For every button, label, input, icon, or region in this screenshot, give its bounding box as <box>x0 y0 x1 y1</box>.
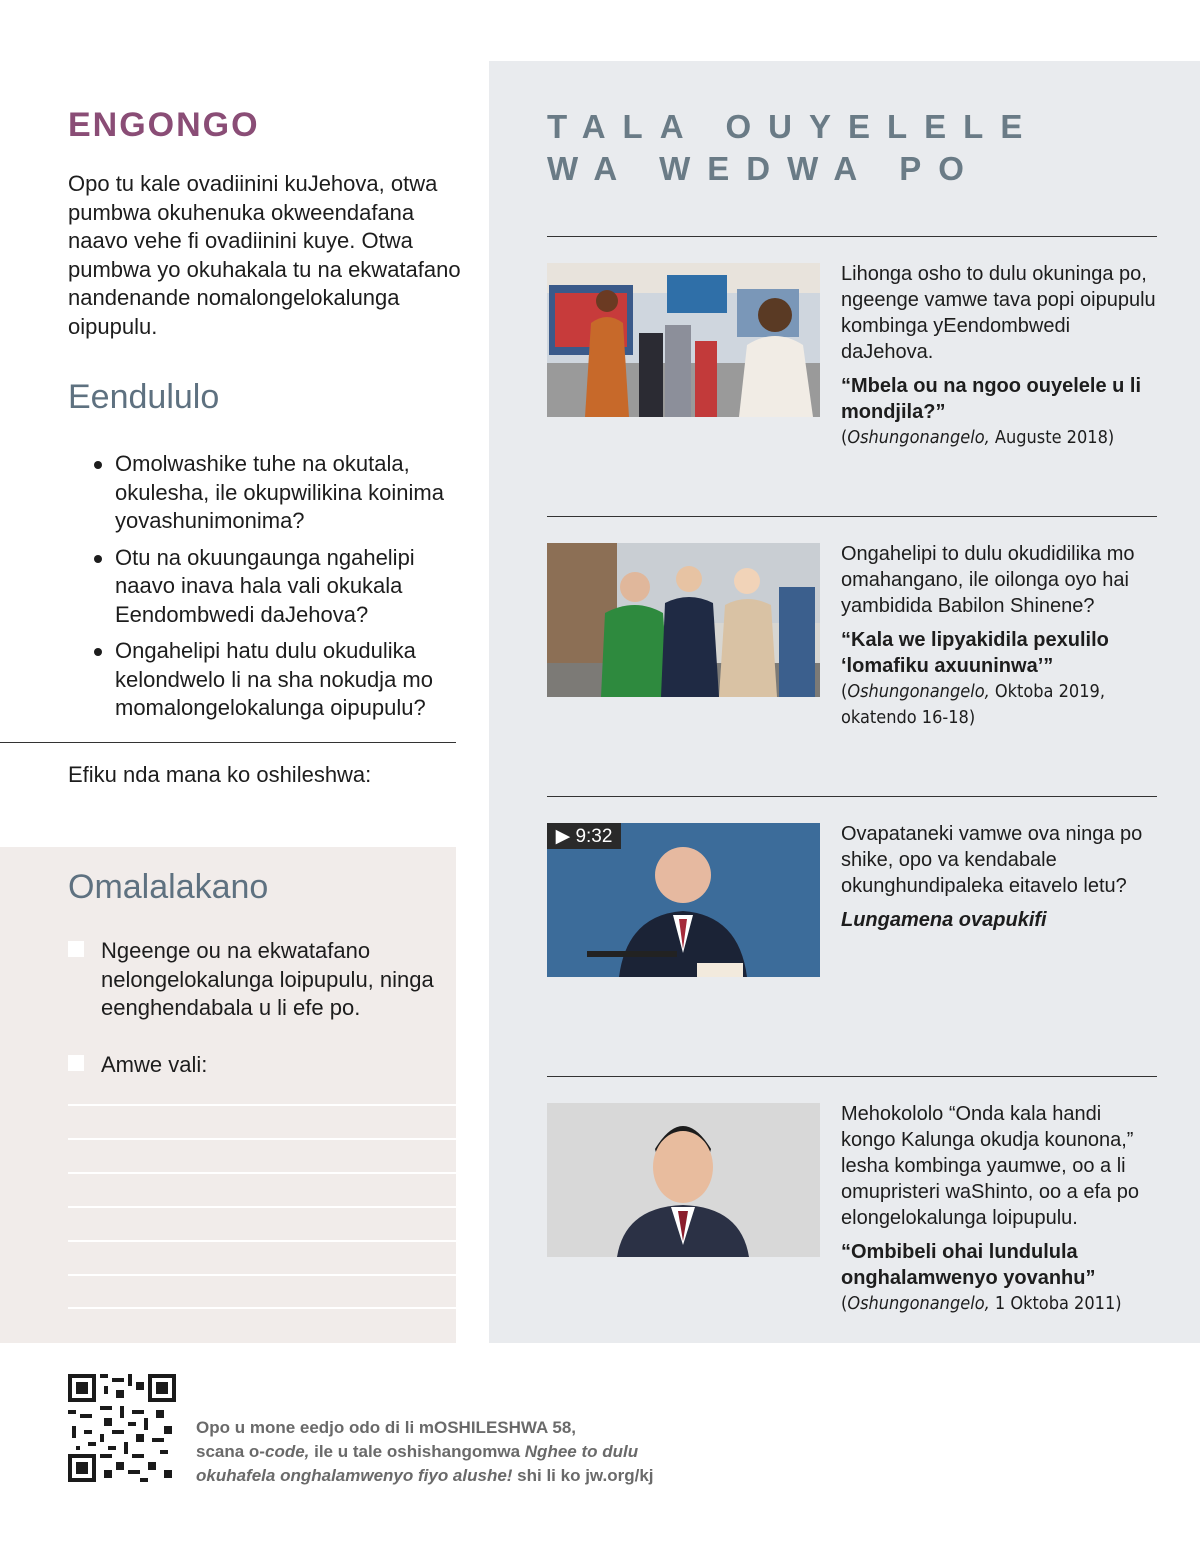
article-image-portrait[interactable] <box>547 1103 820 1257</box>
source-date: Auguste 2018) <box>989 427 1115 448</box>
question-list <box>92 450 462 731</box>
entry-title-link[interactable]: “Mbela ou na ngoo ouyelele u li mondjila?” <box>841 375 1142 423</box>
goal-item <box>68 937 438 1023</box>
intro-paragraph: Opo tu kale ovadiinini kuJehova, otwa pumbwa okuhenuka okweendafana naavo vehe fi ovadiinini kuye. Otwa pumbwa yo okuhakala tu na ekwatafano nandenande nomalongelokalunga oipupulu. <box>68 171 461 339</box>
video-duration-badge: ▶ 9:32 <box>547 823 621 849</box>
goal-text: Amwe vali: <box>101 1052 208 1077</box>
panel-title: TALA OUYELELE WA WEDWA PO <box>547 108 1040 187</box>
goal-text: Ngeenge ou na ekwatafano nelongelokalunga loipupulu, ninga eenghendabala u li efe po. <box>101 938 434 1020</box>
footer-text: code, <box>264 1442 310 1461</box>
entry-description: Ongahelipi to dulu okudidilika mo omahangano, ile oilonga oyo hai yambidida Babilon Shinene? <box>841 543 1135 617</box>
entry-description: Ovapataneki vamwe ova ninga po shike, opo va kendabale okunghundipaleka eitavelo letu? <box>841 823 1143 897</box>
source-date: 1 Oktoba 2011) <box>989 1293 1122 1314</box>
divider <box>547 796 1157 797</box>
footer-line: Opo u mone eedjo odo di li mOSHILESHWA 58, <box>196 1418 577 1437</box>
footer-link[interactable]: shi li ko jw.org/kj <box>512 1466 654 1485</box>
write-line[interactable] <box>68 1172 456 1174</box>
write-line[interactable] <box>68 1307 456 1309</box>
write-line[interactable] <box>68 1240 456 1242</box>
qr-code[interactable] <box>68 1374 176 1482</box>
source-publication: Oshungonangelo, <box>847 681 990 702</box>
footer-text: Nghee to dulu <box>524 1442 639 1461</box>
question-item: Omolwashike tuhe na okutala, okulesha, ile okupwilikina koinima yovashunimonima? <box>92 450 462 536</box>
article-entry <box>841 1101 1161 1317</box>
footer-text: okuhafela onghalamwenyo fiyo alushe! <box>196 1466 513 1485</box>
entry-source: (Oshungonangelo, Oktoba 2019, okatendo 16-18) <box>841 681 1105 728</box>
question-item: Ongahelipi hatu dulu okudulika kelondwelo li na sha nokudja mo momalongelokalunga oipupulu? <box>92 637 462 723</box>
entry-title-link[interactable]: “Ombibeli ohai lundulula onghalamwenyo yovanhu” <box>841 1241 1096 1289</box>
write-line[interactable] <box>68 1138 456 1140</box>
divider <box>0 742 456 743</box>
write-line[interactable] <box>68 1104 456 1106</box>
goals-heading: Omalalakano <box>68 868 269 906</box>
entry-title-link[interactable]: “Kala we lipyakidila pexulilo ‘lomafiku axuuninwa’” <box>841 629 1109 677</box>
article-image-news-crowd[interactable] <box>547 263 820 417</box>
footer-note <box>196 1416 654 1488</box>
entry-description: Mehokololo “Onda kala handi kongo Kalunga okudja kounona,” lesha kombinga yaumwe, oo a li omupristeri waShinto, oo a efa po elongelokalunga loipupulu. <box>841 1103 1139 1229</box>
article-entry <box>841 261 1161 451</box>
divider <box>547 1076 1157 1077</box>
goal-item <box>68 1051 438 1080</box>
footer-line <box>196 1440 654 1464</box>
section-kicker: ENGONGO <box>68 106 260 144</box>
source-publication: Oshungonangelo, <box>847 1293 990 1314</box>
question-item: Otu na okuungaunga ngahelipi naavo inava hala vali okukala Eendombwedi daJehova? <box>92 544 462 630</box>
divider <box>547 516 1157 517</box>
article-entry <box>841 821 1161 933</box>
article-image-cart-witnessing[interactable] <box>547 543 820 697</box>
footer-text: scana o- <box>196 1442 265 1461</box>
footer-line <box>196 1464 654 1488</box>
article-entry <box>841 541 1161 731</box>
entry-source: (Oshungonangelo, 1 Oktoba 2011) <box>841 1293 1122 1314</box>
answers-heading: Eendululo <box>68 378 220 416</box>
entry-title-link[interactable]: Lungamena ovapukifi <box>841 909 1047 931</box>
goal-checkbox[interactable] <box>68 1055 84 1071</box>
footer-text: ile u tale oshishangomwa <box>309 1442 525 1461</box>
divider <box>547 236 1157 237</box>
goals-box <box>0 847 456 1343</box>
goal-checkbox[interactable] <box>68 941 84 957</box>
video-thumbnail[interactable] <box>547 823 820 977</box>
source-date: Oktoba 2019, okatendo 16-18) <box>841 681 1105 728</box>
entry-source: (Oshungonangelo, Auguste 2018) <box>841 427 1115 448</box>
write-line[interactable] <box>68 1206 456 1208</box>
entry-description: Lihonga osho to dulu okuninga po, ngeenge vamwe tava popi oipupulu kombinga yEendombwedi daJehova. <box>841 263 1156 363</box>
write-line[interactable] <box>68 1274 456 1276</box>
completion-date-label: Efiku nda mana ko oshileshwa: <box>68 762 372 787</box>
source-publication: Oshungonangelo, <box>847 427 990 448</box>
